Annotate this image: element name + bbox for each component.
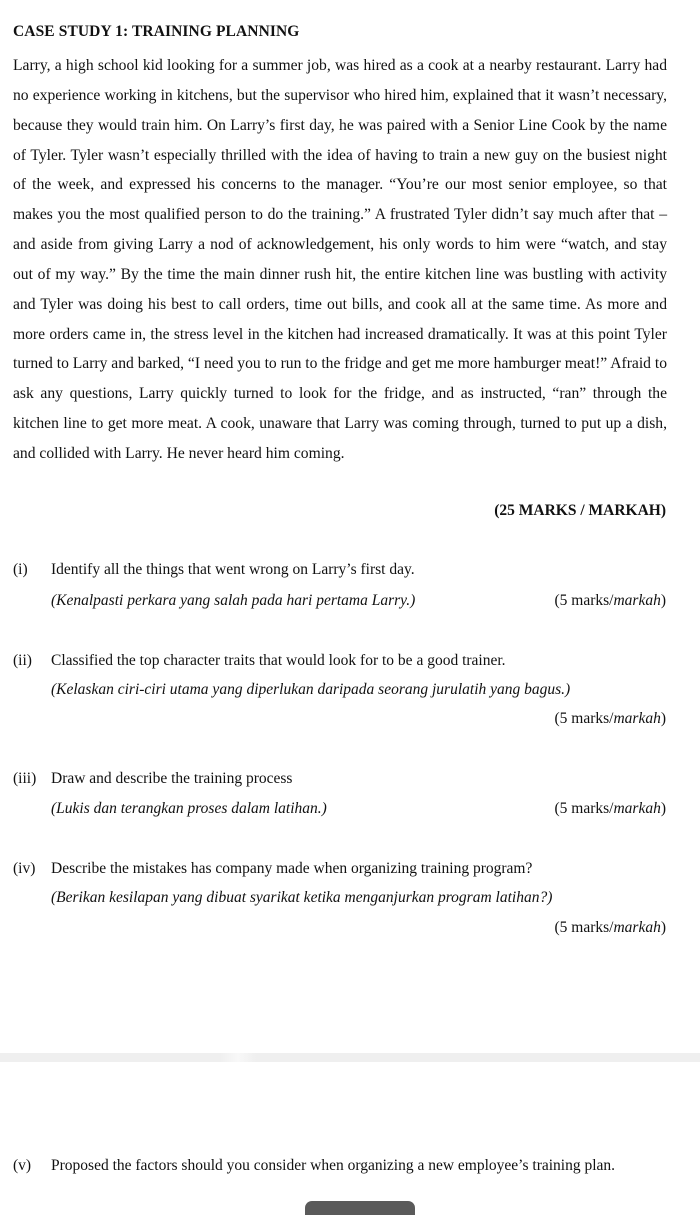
marks-label: (5 marks/ [554,710,614,727]
question-3-translation: (Lukis dan terangkan proses dalam latihan.) [51,800,327,817]
question-5-text: Proposed the factors should you consider when organizing a new employee’s training plan. [51,1157,616,1174]
marks-label: (5 marks/ [554,592,614,609]
question-1-number: (i) [13,561,28,578]
total-marks: (25 MARKS / MARKAH) [494,502,666,519]
marks-close: ) [660,919,666,936]
question-1-translation: (Kenalpasti perkara yang salah pada hari pertama Larry.) [51,592,416,609]
marks-label: (5 marks/ [554,800,614,817]
marks-malay: markah [613,592,661,609]
marks-malay: markah [613,710,661,727]
question-3-text: Draw and describe the training process [51,770,293,787]
question-2-text: Classified the top character traits that would look for to be a good trainer. [51,652,506,669]
page-break-divider [0,1053,700,1062]
marks-close: ) [660,592,666,609]
page-break-notch [220,1053,256,1062]
question-1-text: Identify all the things that went wrong on Larry’s first day. [51,561,415,578]
marks-malay: markah [613,800,661,817]
question-1-marks [554,591,666,611]
question-5-number: (v) [13,1157,32,1174]
question-4-text: Describe the mistakes has company made when organizing training program? [51,860,533,877]
marks-close: ) [660,710,666,727]
question-4-translation: (Berikan kesilapan yang dibuat syarikat ketika menganjurkan program latihan?) [51,889,553,906]
question-2-translation: (Kelaskan ciri-ciri utama yang diperlukan daripada seorang jurulatih yang bagus.) [51,681,571,698]
marks-label: (5 marks/ [554,919,614,936]
case-study-paragraph: Larry, a high school kid looking for a summer job, was hired as a cook at a nearby restaurant. Larry had no experience working in kitchens, but the supervisor who hired him, explained that it wasn’t necessary, because they would train him. On Larry’s first day, he was paired with a Senior Line Cook by the name of Tyler. Tyler wasn’t especially thrilled with the idea of having to train a new guy on the busiest night of the week, and expressed his concerns to the manager. “You’re our most senior employee, so that makes you the most qualified person to do the training.” A frustrated Tyler didn’t say much after that – and aside from giving Larry a nod of acknowledgement, his only words to him were “watch, and stay out of my way.” By the time the main dinner rush hit, the entire kitchen line was bustling with activity and Tyler was doing his best to call orders, time out bills, and cook all at the same time. As more and more orders came in, the stress level in the kitchen had increased dramatically. It was at this point Tyler turned to Larry and barked, “I need you to run to the fridge and get me more hamburger meat!” Afraid to ask any questions, Larry quickly turned to look for the fridge, and as instructed, “ran” through the kitchen line to get more meat. A cook, unaware that Larry was coming through, turned to put up a dish, and collided with Larry. He never heard him coming. [13,57,667,462]
question-4-marks [554,918,666,938]
question-2-number: (ii) [13,652,32,669]
question-4-number: (iv) [13,860,36,877]
case-study-title: CASE STUDY 1: TRAINING PLANNING [13,23,300,40]
question-2-marks [554,709,666,729]
question-3-number: (iii) [13,770,37,787]
marks-malay: markah [613,919,661,936]
question-3-marks [554,799,666,819]
marks-close: ) [660,800,666,817]
